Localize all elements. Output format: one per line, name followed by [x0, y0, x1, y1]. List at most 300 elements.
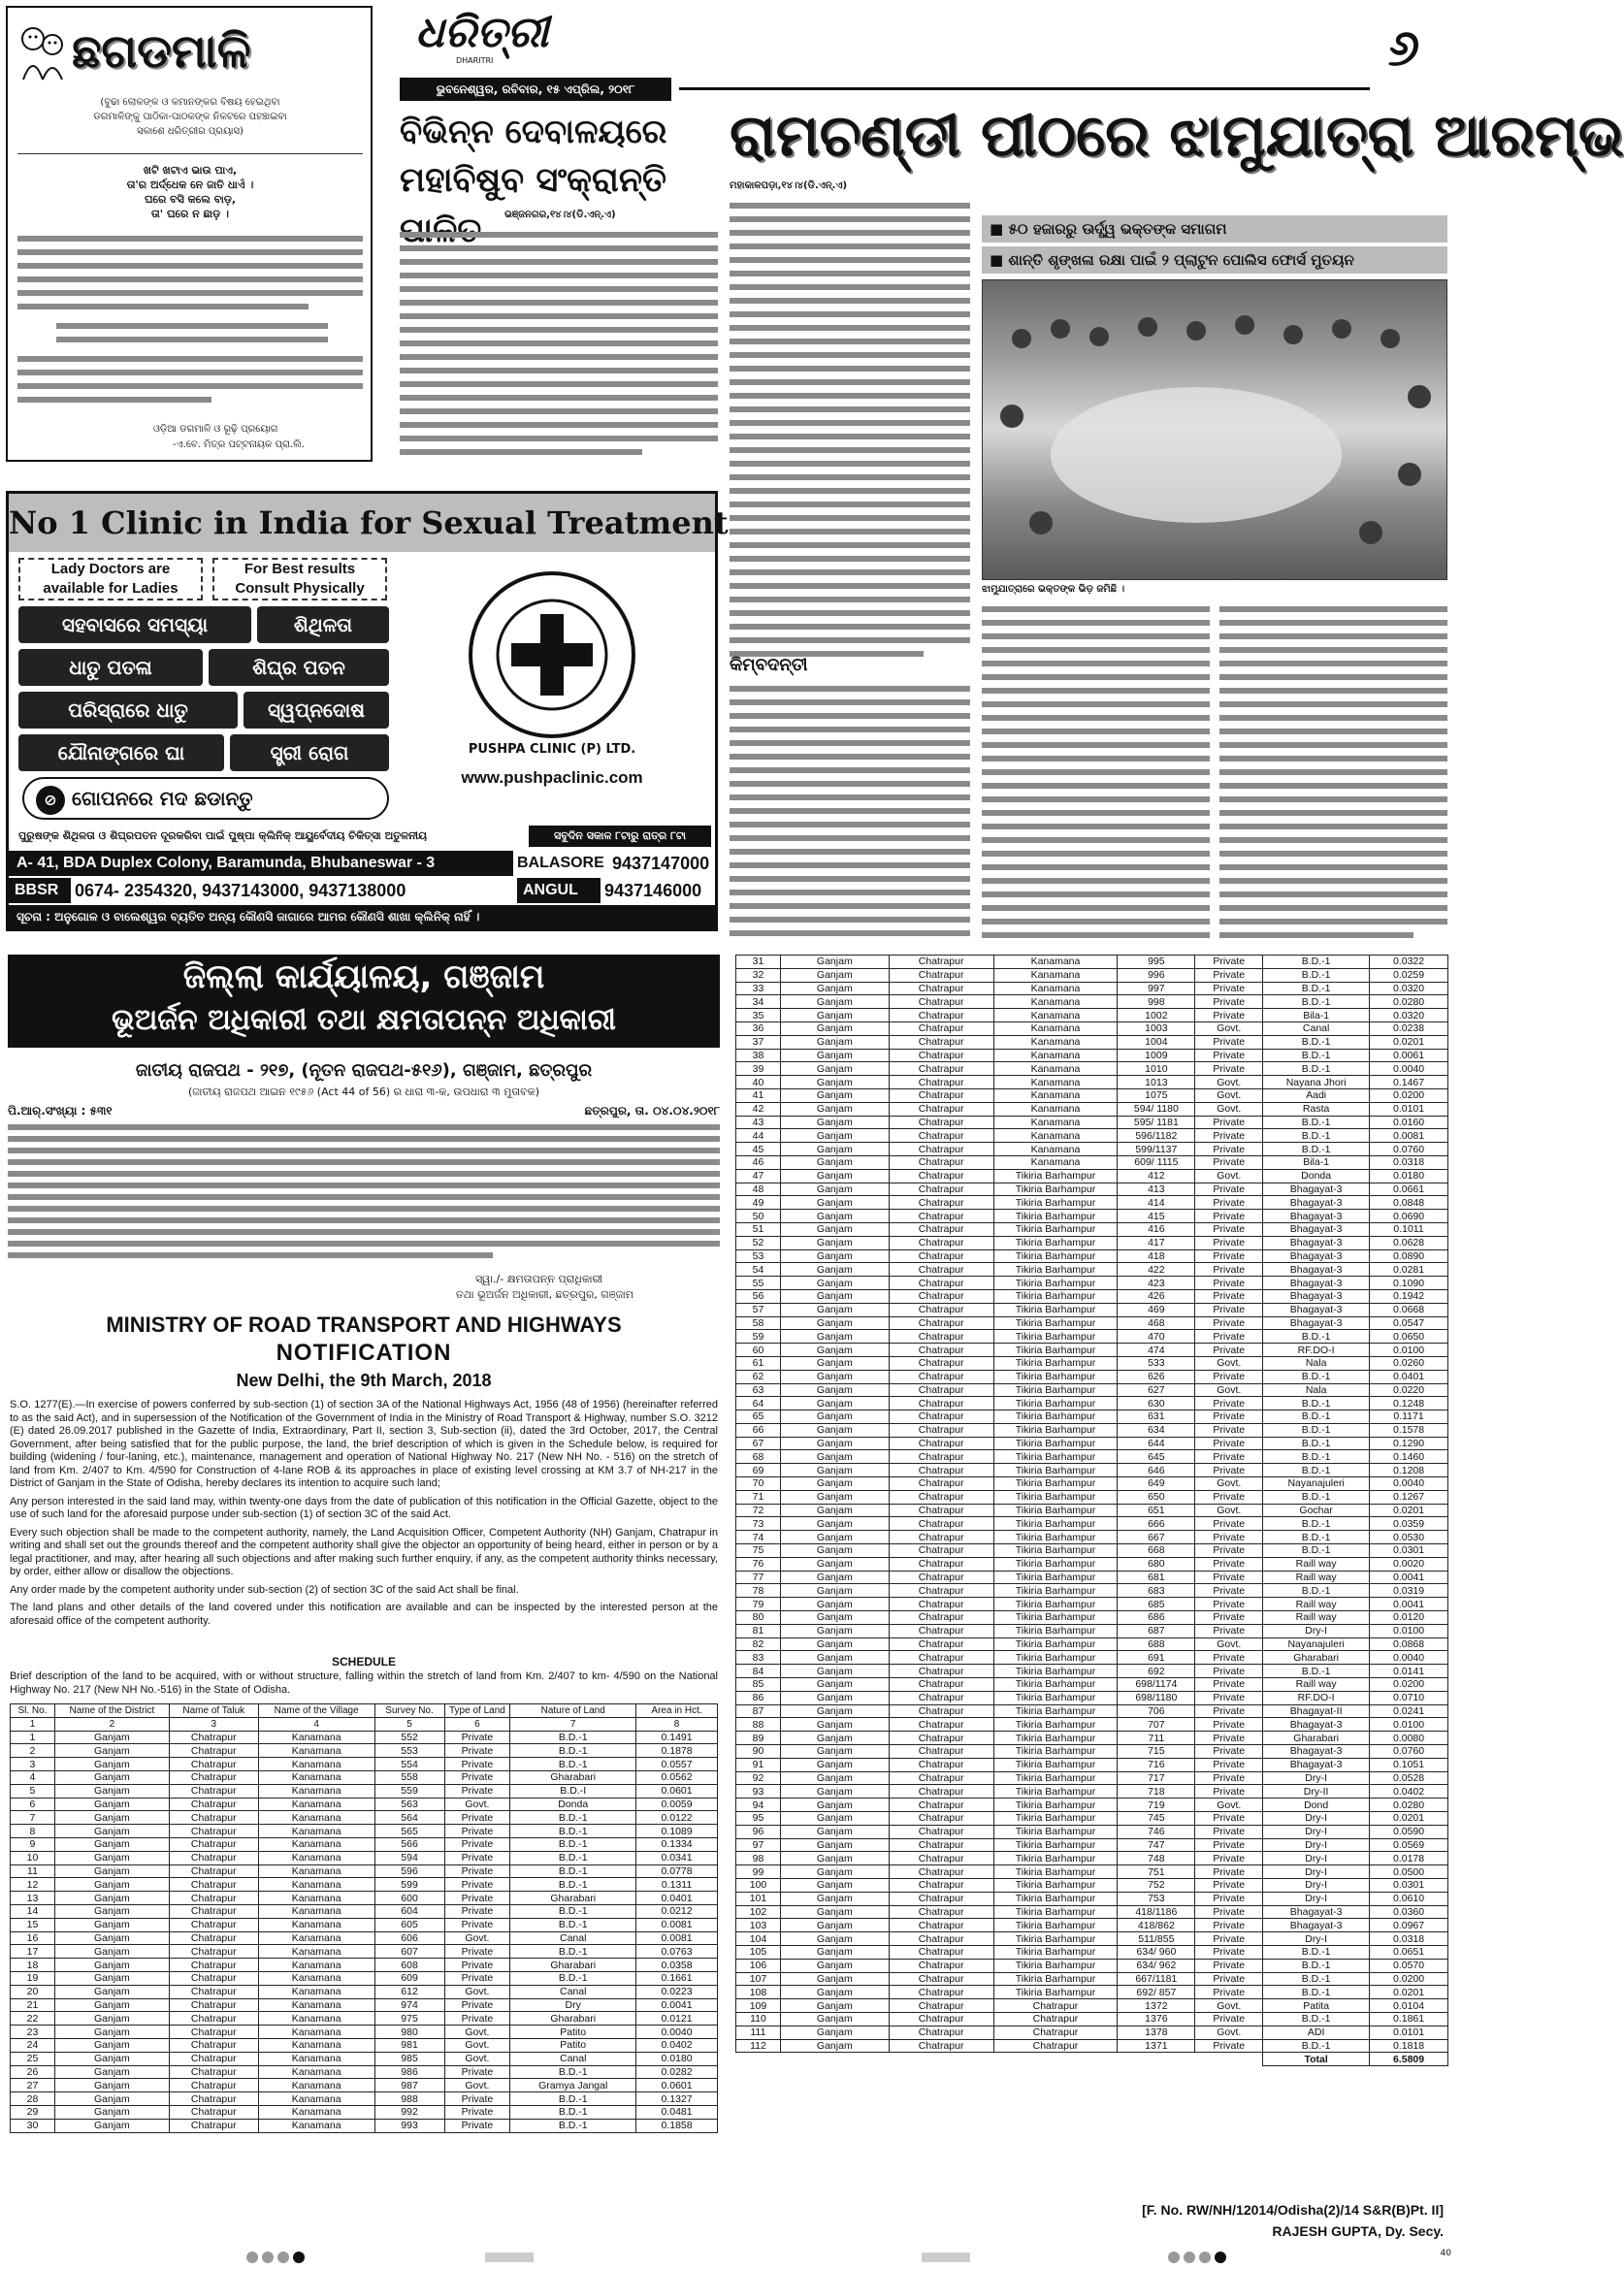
table-cell: 993	[374, 2119, 444, 2132]
table-cell: 716	[1118, 1758, 1195, 1771]
table-cell: Private	[1195, 982, 1263, 995]
table-cell: Govt.	[1195, 1477, 1263, 1491]
table-cell: 80	[736, 1611, 781, 1625]
table-cell: B.D.-1	[1263, 1517, 1370, 1531]
table-row	[11, 2079, 718, 2092]
table-cell: 563	[374, 1798, 444, 1811]
table-cell: Kanamana	[258, 2012, 374, 2026]
table-cell: 0.0059	[636, 1798, 718, 1811]
table-cell: 748	[1118, 1852, 1195, 1865]
table-cell: Bhagayat-3	[1263, 1277, 1370, 1290]
table-cell: Ganjam	[780, 2012, 889, 2026]
table-cell: Chatrapur	[889, 1945, 993, 1959]
table-cell: 0.0557	[636, 1758, 718, 1771]
table-cell: Ganjam	[54, 2026, 169, 2039]
story2-bullet-1: ■ ୫୦ ହଜାରରୁ ଊର୍ଦ୍ଧ୍ୱ ଭକ୍ତଙ୍କ ସମାଗମ	[982, 215, 1447, 243]
table-row	[736, 1838, 1448, 1852]
table-cell: Private	[1195, 1919, 1263, 1932]
table-row	[736, 1865, 1448, 1879]
table-cell: Private	[1195, 1785, 1263, 1799]
ad-notice: ସୂଚନା : ଅନୁଗୋଳ ଓ ବାଲେଶ୍ୱର ବ୍ୟତିତ ଅନ୍ୟ କୌଣସି ଜାଗାରେ ଆମର କୌଣସି ଶାଖା କ୍ଲିନିକ୍ ନାହିଁ ।	[9, 905, 715, 928]
table-cell: 77	[736, 1571, 781, 1584]
table-cell: Gharabari	[1263, 1732, 1370, 1745]
table-cell: 3	[11, 1758, 55, 1771]
table-cell: 0.0760	[1370, 1143, 1448, 1156]
table-cell: Chatrapur	[889, 1504, 993, 1517]
table-cell: Ganjam	[780, 2026, 889, 2039]
table-cell: 565	[374, 1825, 444, 1838]
table-cell: 27	[11, 2079, 55, 2092]
table-cell: B.D.-1	[1263, 956, 1370, 969]
table-cell: 18	[11, 1959, 55, 1972]
table-cell: 93	[736, 1785, 781, 1799]
table-cell: Dry-I	[1263, 1812, 1370, 1826]
table-cell: Ganjam	[780, 1517, 889, 1531]
table-cell: 0.0223	[636, 1985, 718, 1998]
ad-angul-phone: 9437146000	[604, 881, 702, 900]
table-cell: 683	[1118, 1584, 1195, 1598]
table-cell: Gochar	[1263, 1504, 1370, 1517]
col-number: 2	[54, 1717, 169, 1731]
table-cell: Dry-II	[1263, 1785, 1370, 1799]
table-cell: Private	[1195, 1651, 1263, 1665]
table-cell: B.D.-1	[1263, 1049, 1370, 1062]
table-row	[736, 1665, 1448, 1678]
table-cell: B.D.-1	[1263, 1116, 1370, 1129]
table-cell: 981	[374, 2038, 444, 2052]
table-cell: Ganjam	[780, 1584, 889, 1598]
table-cell: 0.1861	[1370, 2012, 1448, 2026]
table-cell: Tikiria Barhampur	[993, 1959, 1118, 1972]
table-cell: 634/ 960	[1118, 1945, 1195, 1959]
notice-road: ଜାତୀୟ ରାଜପଥ - ୨୧୭, (ନୂତନ ରାଜପଥ-୫୧୬), ଗଞ୍ଜାମ, ଛତ୍ରପୁର	[135, 1060, 593, 1081]
col-header: Sl. No.	[11, 1704, 55, 1718]
table-cell: Private	[1195, 1892, 1263, 1905]
table-cell: 608	[374, 1959, 444, 1972]
table-cell: 52	[736, 1236, 781, 1249]
table-cell: 63	[736, 1383, 781, 1397]
table-cell: 92	[736, 1771, 781, 1785]
table-cell: Chatrapur	[889, 1236, 993, 1249]
table-cell: Dry-I	[1263, 1838, 1370, 1852]
table-cell: Private	[1195, 1838, 1263, 1852]
table-cell: Private	[1195, 1531, 1263, 1544]
col-header: Type of Land	[444, 1704, 510, 1718]
table-cell: 0.0160	[1370, 1116, 1448, 1129]
column-body-text	[17, 233, 363, 417]
table-cell: 426	[1118, 1289, 1195, 1303]
table-cell: Bhagayat-3	[1263, 1289, 1370, 1303]
table-row	[11, 1811, 718, 1825]
verse: ଖଟି ଖଟାଏ ଭାଉ ପାଏ, ତା'ର ଅର୍ଦ୍ଧେକ ନେ ଜାତି ଧାଏଁ । ଘରେ ବସି କଲେ ବାଡ଼, ତା' ଘରେ ନ ଛାଡ଼ ।	[126, 164, 254, 220]
table-cell: Chatrapur	[889, 1490, 993, 1504]
story2-subhead: କିମ୍ବଦନ୍ତୀ	[730, 655, 808, 675]
table-cell: Ganjam	[54, 1918, 169, 1931]
table-cell: B.D.-1	[510, 1758, 636, 1771]
table-cell: 0.0282	[636, 2065, 718, 2079]
table-cell: Chatrapur	[169, 1784, 258, 1798]
table-cell: Private	[1195, 1704, 1263, 1718]
table-cell: Private	[444, 1851, 510, 1864]
table-cell: B.D.-1	[1263, 995, 1370, 1009]
table-cell: 474	[1118, 1344, 1195, 1357]
table-cell: ADI	[1263, 2026, 1370, 2039]
table-cell: B.D.-1	[510, 2119, 636, 2132]
table-row	[736, 1637, 1448, 1651]
table-cell: Patita	[1263, 1999, 1370, 2013]
table-cell: 49	[736, 1196, 781, 1210]
table-cell: B.D.-1	[510, 1811, 636, 1825]
table-cell: Ganjam	[780, 1263, 889, 1277]
table-cell: Kanamana	[258, 1851, 374, 1864]
table-cell: Kanamana	[258, 2079, 374, 2092]
table-cell: 0.0120	[1370, 1611, 1448, 1625]
table-cell: 0.0020	[1370, 1557, 1448, 1571]
table-cell: 667/1181	[1118, 1972, 1195, 1986]
table-cell: Patito	[510, 2026, 636, 2039]
table-cell: 98	[736, 1852, 781, 1865]
table-cell: Ganjam	[780, 1088, 889, 1102]
table-cell: 0.0320	[1370, 982, 1448, 995]
table-cell: Bhagayat-3	[1263, 1236, 1370, 1249]
table-row	[11, 1851, 718, 1864]
table-cell: 79	[736, 1598, 781, 1611]
col-number: 5	[374, 1717, 444, 1731]
table-cell: 39	[736, 1062, 781, 1076]
table-row	[736, 1691, 1448, 1704]
table-cell: Tikiria Barhampur	[993, 1932, 1118, 1946]
table-cell: Tikiria Barhampur	[993, 1410, 1118, 1424]
table-cell: 86	[736, 1691, 781, 1704]
ad-balasore-phone: 9437147000	[612, 854, 710, 873]
table-cell: 0.0690	[1370, 1210, 1448, 1223]
table-row	[736, 2026, 1448, 2039]
notice-ref: ପି.ଆର୍.ସଂଖ୍ୟା : ୫୩୧	[8, 1104, 113, 1118]
table-cell: 0.0528	[1370, 1771, 1448, 1785]
table-cell: Kanamana	[258, 1731, 374, 1744]
table-cell: 1013	[1118, 1076, 1195, 1089]
table-cell: Ganjam	[780, 1999, 889, 2013]
column-sign-2: -ଏ.ବେ. ମିତ୍ର ପଟ୍ଟନାୟକ ପ୍ରା.ଲି.	[173, 439, 306, 450]
table-cell: Ganjam	[54, 1904, 169, 1918]
table-cell: Rasta	[1263, 1102, 1370, 1116]
table-cell: Chatrapur	[889, 1129, 993, 1143]
table-cell: Chatrapur	[889, 2039, 993, 2053]
table-cell: Chatrapur	[889, 1611, 993, 1625]
table-cell: Tikiria Barhampur	[993, 1745, 1118, 1759]
table-row	[736, 1892, 1448, 1905]
table-cell: 0.0358	[636, 1959, 718, 1972]
table-row	[736, 1356, 1448, 1370]
table-cell: Tikiria Barhampur	[993, 1758, 1118, 1771]
table-cell: Ganjam	[54, 1798, 169, 1811]
table-cell: 687	[1118, 1624, 1195, 1637]
table-cell: 76	[736, 1557, 781, 1571]
table-cell: Nala	[1263, 1356, 1370, 1370]
table-cell: Private	[1195, 1771, 1263, 1785]
ad-problem: ସ୍ୱପ୍ନଦୋଷ	[244, 692, 389, 729]
table-cell: Private	[444, 1770, 510, 1784]
table-cell: Govt.	[1195, 1169, 1263, 1183]
table-cell: 0.0041	[636, 1998, 718, 2012]
notification-title: NOTIFICATION	[276, 1340, 452, 1366]
table-cell: Private	[444, 2092, 510, 2106]
table-cell: Ganjam	[780, 1289, 889, 1303]
table-cell: Tikiria Barhampur	[993, 1691, 1118, 1704]
table-cell: Nayanajuleri	[1263, 1637, 1370, 1651]
table-cell: Chatrapur	[889, 1383, 993, 1397]
table-cell: 60	[736, 1344, 781, 1357]
table-cell: Tikiria Barhampur	[993, 1196, 1118, 1210]
table-cell: Chatrapur	[169, 2012, 258, 2026]
table-cell: Chatrapur	[889, 1678, 993, 1692]
col-header: Name of the Village	[258, 1704, 374, 1718]
table-cell: Ganjam	[780, 1718, 889, 1732]
table-cell: 0.0241	[1370, 1704, 1448, 1718]
table-cell: Private	[444, 1945, 510, 1959]
table-cell: Kanamana	[993, 1035, 1118, 1049]
masthead-logo-sub: DHARITRI	[456, 56, 494, 65]
table-cell: 36	[736, 1021, 781, 1035]
table-cell: Chatrapur	[889, 1892, 993, 1905]
notice-odia-body	[8, 1121, 720, 1267]
table-row	[736, 1277, 1448, 1290]
table-cell: 101	[736, 1892, 781, 1905]
table-cell: Private	[1195, 1624, 1263, 1637]
table-cell: Canal	[1263, 1021, 1370, 1035]
col-header: Area in Hct.	[636, 1704, 718, 1718]
table-cell: 81	[736, 1624, 781, 1637]
table-cell: 706	[1118, 1704, 1195, 1718]
table-cell: 24	[11, 2038, 55, 2052]
table-cell: Chatrapur	[889, 1651, 993, 1665]
ad-website: www.pushpaclinic.com	[461, 768, 643, 787]
ad-tag-consult: For Best results Consult Physically	[212, 558, 387, 600]
table-cell: Ganjam	[780, 1423, 889, 1437]
table-cell: Private	[1195, 1517, 1263, 1531]
table-row	[736, 1732, 1448, 1745]
table-cell: Govt.	[444, 1798, 510, 1811]
table-cell: Tikiria Barhampur	[993, 1504, 1118, 1517]
table-cell: Chatrapur	[889, 1116, 993, 1129]
table-cell: Ganjam	[780, 1116, 889, 1129]
table-cell: Tikiria Barhampur	[993, 1905, 1118, 1919]
table-cell: 666	[1118, 1517, 1195, 1531]
table-cell: 50	[736, 1210, 781, 1223]
dagamali-column	[6, 6, 373, 462]
ad-problem: ପରିସ୍ରାରେ ଧାତୁ	[18, 692, 238, 729]
table-cell: B.D.-1	[1263, 2012, 1370, 2026]
table-cell: Private	[1195, 1330, 1263, 1344]
table-cell: Tikiria Barhampur	[993, 1838, 1118, 1852]
col-number: 1	[11, 1717, 55, 1731]
table-cell: Kanamana	[258, 1904, 374, 1918]
table-row	[736, 1557, 1448, 1571]
table-cell: Chatrapur	[889, 1464, 993, 1477]
table-row	[736, 1102, 1448, 1116]
table-cell: Chatrapur	[889, 1905, 993, 1919]
table-cell: Ganjam	[54, 1744, 169, 1758]
table-cell: Private	[444, 2105, 510, 2119]
table-cell: Dry-I	[1263, 1932, 1370, 1946]
table-row	[11, 2026, 718, 2039]
table-cell: Aadi	[1263, 1088, 1370, 1102]
table-cell: Kanamana	[258, 2026, 374, 2039]
table-cell: Govt.	[444, 2026, 510, 2039]
table-cell: Private	[1195, 1986, 1263, 1999]
table-cell: 667	[1118, 1531, 1195, 1544]
table-cell: 57	[736, 1303, 781, 1316]
table-cell: Chatrapur	[889, 1222, 993, 1236]
table-cell: 0.0201	[1370, 1986, 1448, 1999]
table-cell: 45	[736, 1143, 781, 1156]
table-cell: Private	[1195, 1035, 1263, 1049]
table-cell: Private	[1195, 1905, 1263, 1919]
table-row	[736, 1517, 1448, 1531]
table-cell: Ganjam	[780, 1812, 889, 1826]
table-cell: Ganjam	[780, 1450, 889, 1464]
table-cell: 698/1174	[1118, 1678, 1195, 1692]
table-cell: 558	[374, 1770, 444, 1784]
table-cell: B.D.-1	[510, 1945, 636, 1959]
table-cell: 0.0318	[1370, 1932, 1448, 1946]
table-cell: Tikiria Barhampur	[993, 1637, 1118, 1651]
table-row	[736, 1999, 1448, 2013]
table-cell: Chatrapur	[889, 982, 993, 995]
table-cell: Ganjam	[780, 1972, 889, 1986]
table-row	[11, 1971, 718, 1985]
table-cell: 594/ 1180	[1118, 1102, 1195, 1116]
story2-body-col3	[982, 601, 1210, 941]
table-cell: Bila-1	[1263, 1009, 1370, 1022]
table-cell: Tikiria Barhampur	[993, 1584, 1118, 1598]
table-cell: Bhagayat-3	[1263, 1222, 1370, 1236]
table-row	[736, 1825, 1448, 1838]
table-cell: Chatrapur	[889, 1450, 993, 1464]
table-cell: Tikiria Barhampur	[993, 1678, 1118, 1692]
table-cell: Private	[1195, 1718, 1263, 1732]
table-cell: Private	[1195, 2039, 1263, 2053]
table-row	[736, 1785, 1448, 1799]
table-cell: Kanamana	[258, 2065, 374, 2079]
table-cell: Dry-I	[1263, 1771, 1370, 1785]
ad-problem: ଶିଥିଳତା	[257, 606, 389, 643]
table-cell: Chatrapur	[169, 2052, 258, 2065]
table-cell: 0.0650	[1370, 1330, 1448, 1344]
table-cell: 20	[11, 1985, 55, 1998]
table-cell: Ganjam	[780, 1183, 889, 1196]
table-cell: Private	[1195, 1450, 1263, 1464]
table-cell: 65	[736, 1410, 781, 1424]
table-cell: Chatrapur	[889, 1718, 993, 1732]
notice-place-date: ଛତ୍ରପୁର, ତା. ୦୪.୦୪.୨୦୧୮	[584, 1104, 720, 1118]
table-cell: Private	[1195, 2012, 1263, 2026]
ad-problem: ଯୌନାଙ୍ଗରେ ଘା	[18, 734, 224, 771]
table-cell: Private	[1195, 1812, 1263, 1826]
table-cell: Chatrapur	[169, 1904, 258, 1918]
table-cell: Ganjam	[780, 1785, 889, 1799]
table-cell: Tikiria Barhampur	[993, 1544, 1118, 1558]
table-cell: 0.0601	[636, 1784, 718, 1798]
table-cell: Chatrapur	[169, 2092, 258, 2106]
table-cell: Private	[1195, 1222, 1263, 1236]
table-cell: 0.0281	[1370, 1263, 1448, 1277]
table-cell: Ganjam	[780, 1878, 889, 1892]
table-cell: 78	[736, 1584, 781, 1598]
table-cell: 975	[374, 2012, 444, 2026]
table-cell: 594	[374, 1851, 444, 1864]
table-row	[736, 1370, 1448, 1383]
table-cell: Tikiria Barhampur	[993, 1397, 1118, 1410]
table-cell: Chatrapur	[169, 1945, 258, 1959]
table-cell: Private	[1195, 1196, 1263, 1210]
table-cell: Tikiria Barhampur	[993, 1210, 1118, 1223]
table-row	[736, 1210, 1448, 1223]
table-cell: 47	[736, 1169, 781, 1183]
table-cell: 644	[1118, 1437, 1195, 1450]
story1-headline-2: ମହାବିଷୁବ ସଂକ୍ରାନ୍ତି ପାଳିତ	[400, 161, 666, 250]
table-cell: Private	[1195, 1410, 1263, 1424]
table-cell: Ganjam	[780, 1009, 889, 1022]
story2-body-col1	[730, 198, 970, 664]
table-cell: 0.0122	[636, 1811, 718, 1825]
table-cell: 1010	[1118, 1062, 1195, 1076]
table-cell: B.D.-1	[1263, 1450, 1370, 1464]
table-row	[736, 1611, 1448, 1625]
file-number: [F. No. RW/NH/12014/Odisha(2)/14 S&R(B)Pt. II]	[1142, 2202, 1444, 2218]
table-cell: Chatrapur	[169, 1998, 258, 2012]
table-cell: Chatrapur	[889, 1665, 993, 1678]
table-cell: 0.1248	[1370, 1397, 1448, 1410]
table-row	[736, 1584, 1448, 1598]
table-cell: Ganjam	[54, 1878, 169, 1892]
table-cell: 0.0569	[1370, 1838, 1448, 1852]
table-cell: Ganjam	[780, 1210, 889, 1223]
table-cell: 612	[374, 1985, 444, 1998]
table-cell: 554	[374, 1758, 444, 1771]
table-cell: 103	[736, 1919, 781, 1932]
table-cell: 0.1942	[1370, 1289, 1448, 1303]
table-cell: 96	[736, 1825, 781, 1838]
table-cell: Ganjam	[780, 1799, 889, 1812]
table-cell: Chatrapur	[889, 1745, 993, 1759]
story1-dateline: ଭଞ୍ଜନଗର,୧୪।୪(ଡି.ଏନ୍.ଏ)	[504, 210, 616, 220]
table-cell: Ganjam	[780, 982, 889, 995]
table-cell: B.D.-1	[510, 2105, 636, 2119]
table-cell: Tikiria Barhampur	[993, 1450, 1118, 1464]
table-cell: 0.0359	[1370, 1517, 1448, 1531]
table-cell: Ganjam	[780, 1021, 889, 1035]
table-cell: Private	[1195, 1490, 1263, 1504]
table-cell: 0.0212	[636, 1904, 718, 1918]
table-cell: 0.0318	[1370, 1155, 1448, 1169]
table-cell: Chatrapur	[169, 2105, 258, 2119]
table-cell: 645	[1118, 1450, 1195, 1464]
table-cell: Private	[1195, 1370, 1263, 1383]
table-cell: 1075	[1118, 1088, 1195, 1102]
table-cell: 0.1460	[1370, 1450, 1448, 1464]
table-cell: Ganjam	[780, 1316, 889, 1330]
table-cell: Ganjam	[780, 1249, 889, 1263]
table-cell: Bhagayat-3	[1263, 1196, 1370, 1210]
table-cell: Private	[1195, 1959, 1263, 1972]
table-cell: 0.1171	[1370, 1410, 1448, 1424]
table-cell: Private	[444, 1904, 510, 1918]
table-cell: Ganjam	[54, 2119, 169, 2132]
table-cell: 0.0763	[636, 1945, 718, 1959]
table-cell: 44	[736, 1129, 781, 1143]
table-cell: Kanamana	[258, 1770, 374, 1784]
